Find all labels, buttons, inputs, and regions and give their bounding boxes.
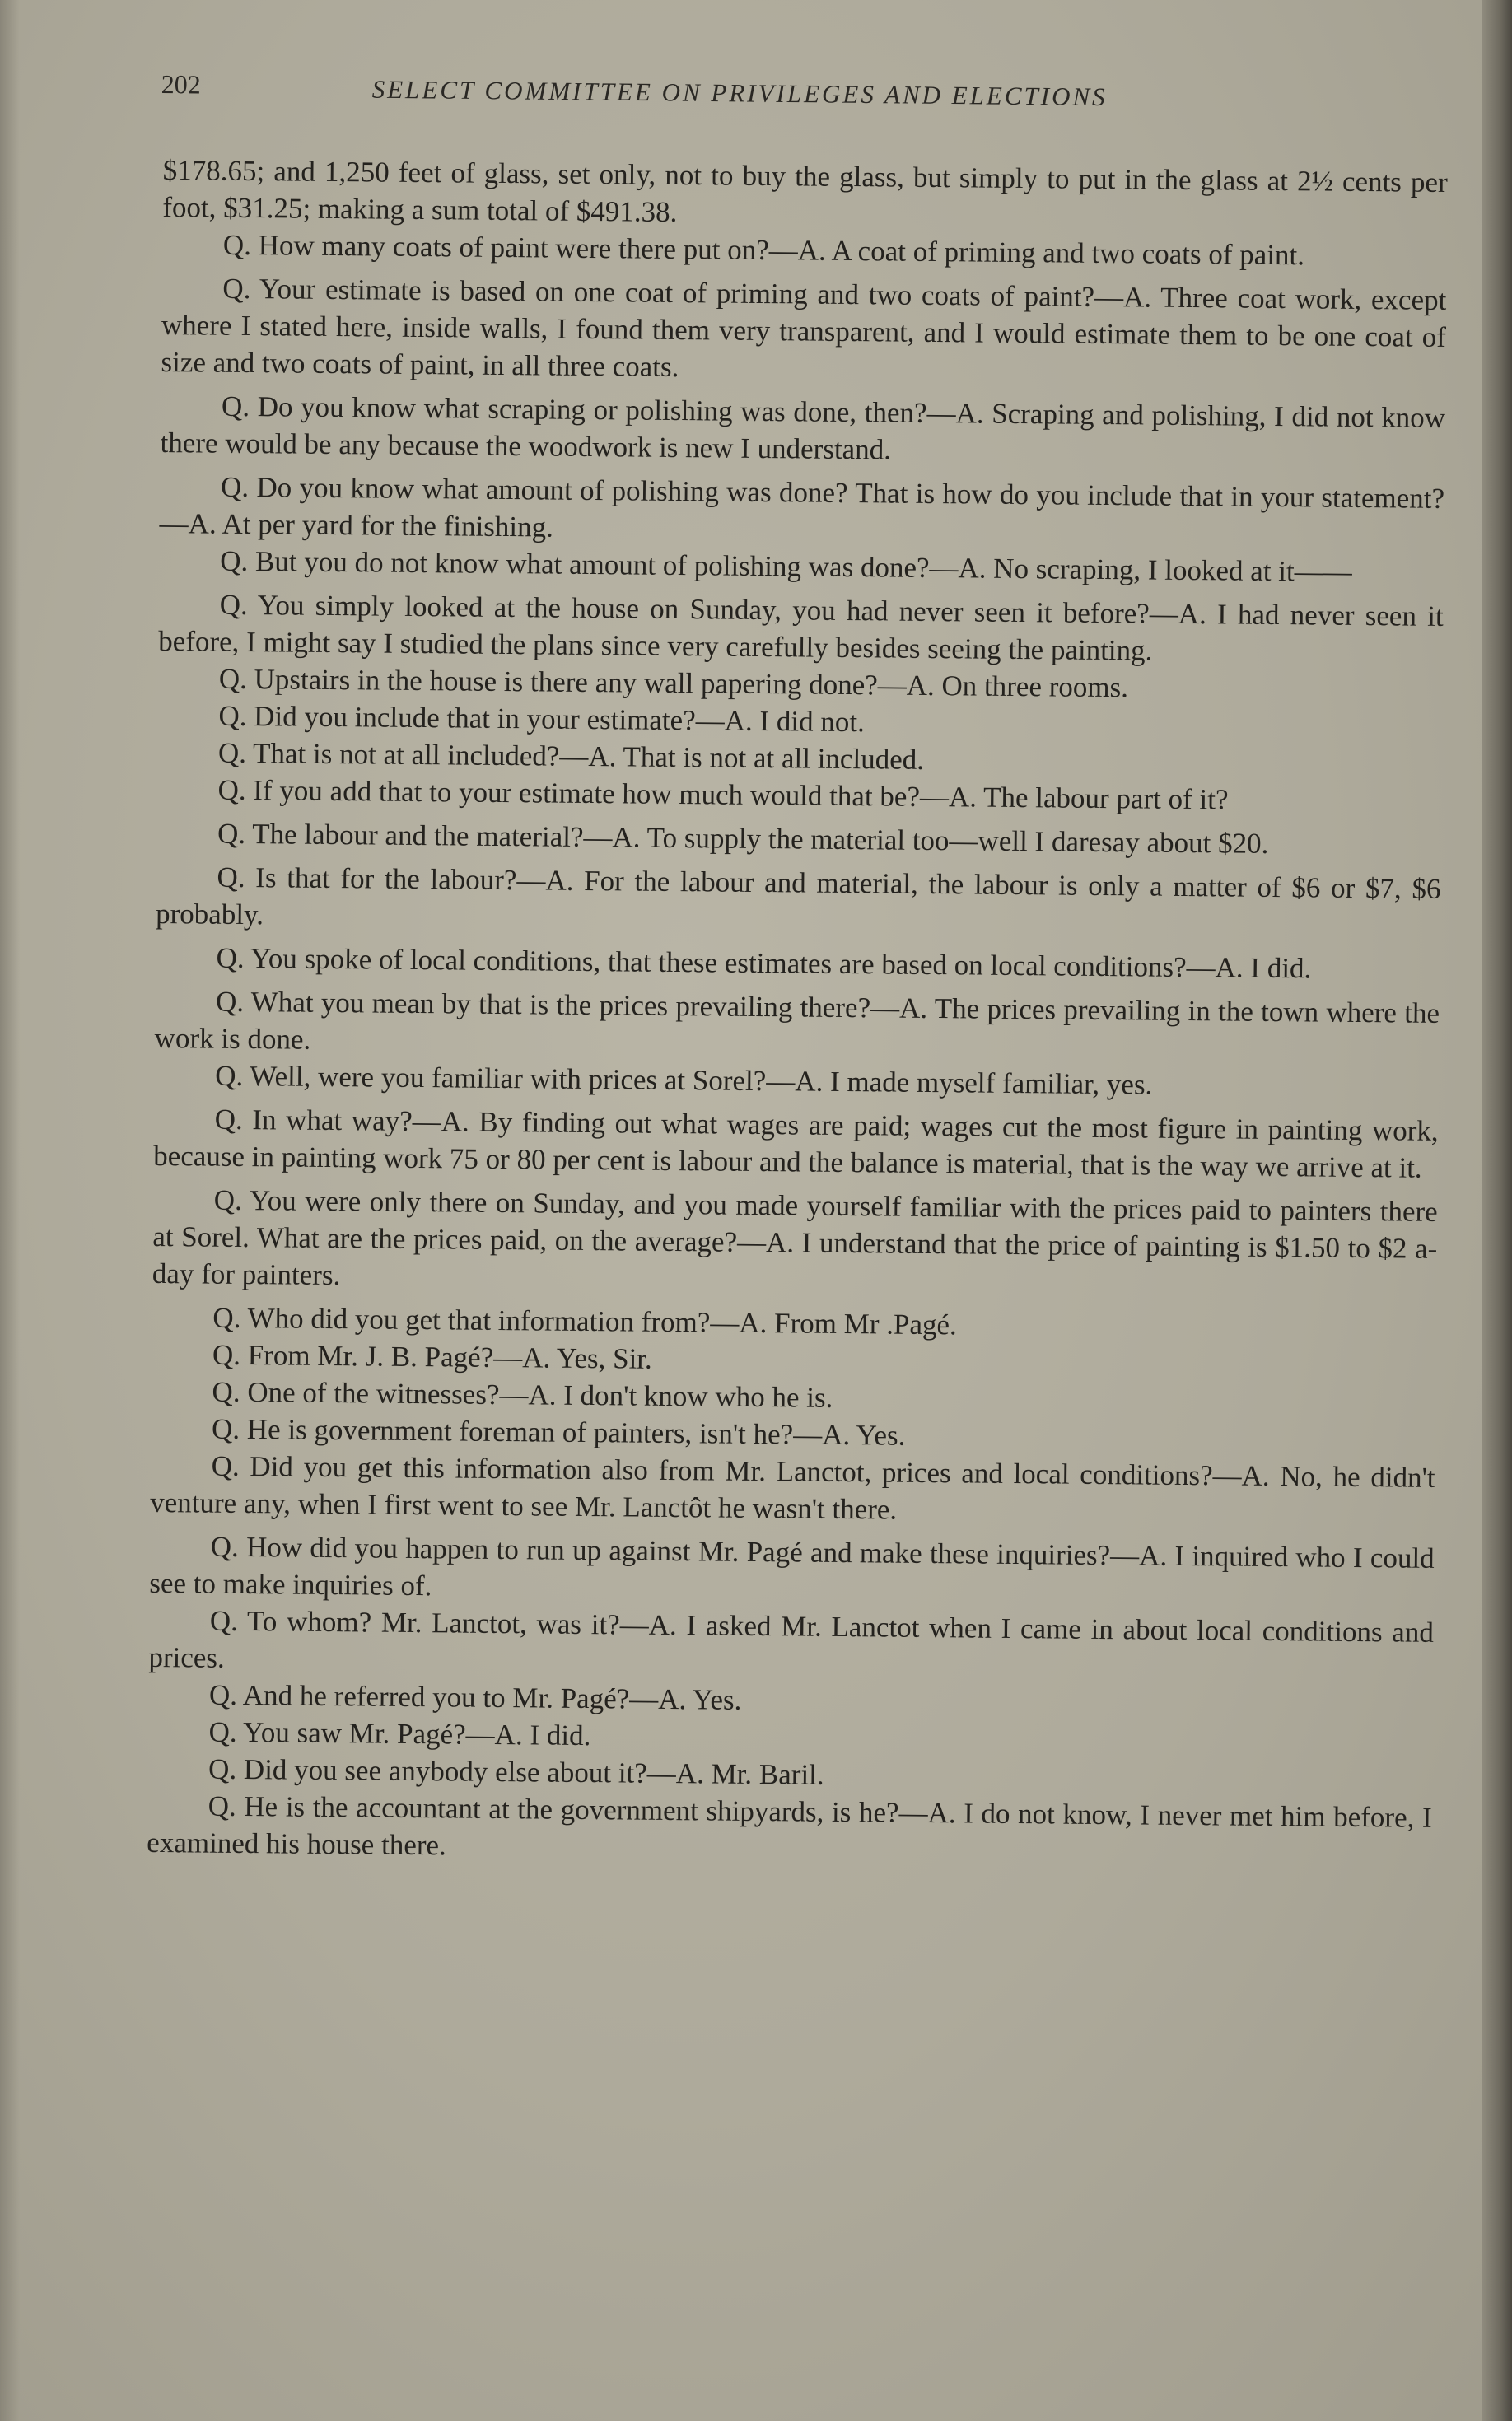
qa-paragraph: Q. How many coats of paint were there put on?—A. A coat of priming and two coats of paint. [222, 228, 1305, 272]
qa-paragraph: Q. If you add that to your estimate how much would that be?—A. The labour part of it? [217, 773, 1229, 816]
qa-paragraph: Q. Well, were you familiar with prices at Sorel?—A. I made myself familiar, yes. [215, 1059, 1153, 1101]
qa-paragraph: Q. You spoke of local conditions, that these estimates are based on local conditions?—A. I did. [216, 941, 1312, 985]
page-right-edge [1482, 0, 1512, 2421]
qa-paragraph: Q. But you do not know what amount of polishing was done?—A. No scraping, I looked at it—— [220, 544, 1352, 588]
page-number: 202 [161, 68, 201, 100]
qa-paragraph: Q. Your estimate is based on one coat of priming and two coats of paint?—A. Three coat work, except where I stated here, inside walls, I found them very transparent, and I would estimate them to be one coat of size and two coats of paint, in all three coats. [161, 272, 1447, 384]
qa-paragraph: Q. Do you know what amount of polishing was done? That is how do you include that in your statement?—A. At per yard for the finishing. [159, 470, 1445, 543]
testimony-body [147, 152, 1448, 1873]
qa-paragraph: Q. Did you see anybody else about it?—A. Mr. Baril. [208, 1752, 824, 1791]
qa-paragraph: Q. You saw Mr. Pagé?—A. I did. [208, 1715, 591, 1752]
qa-paragraph: Q. The labour and the material?—A. To supply the material too—well I daresay about $20. [217, 817, 1269, 860]
running-head-title: SELECT COMMITTEE ON PRIVILEGES AND ELECTIONS [371, 74, 1108, 112]
qa-paragraph: Q. That is not at all included?—A. That is not at all included. [217, 736, 925, 776]
qa-paragraph: Q. From Mr. J. B. Pagé?—A. Yes, Sir. [212, 1338, 652, 1375]
qa-paragraph: Q. And he referred you to Mr. Pagé?—A. Yes. [208, 1678, 742, 1716]
qa-paragraph: Q. What you mean by that is the prices prevailing there?—A. The prices prevailing in the town where the work is done. [154, 985, 1440, 1056]
qa-paragraph: Q. To whom? Mr. Lanctot, was it?—A. I asked Mr. Lanctot when I came in about local conditions and prices. [148, 1604, 1434, 1674]
qa-paragraph: Q. In what way?—A. By finding out what wages are paid; wages cut the most figure in painting work, because in painting work 75 or 80 per cent is labour and the balance is material, that is the way we arrive at it. [153, 1103, 1439, 1184]
qa-paragraph: Q. Who did you get that information from?—A. From Mr .Pagé. [212, 1301, 957, 1341]
qa-paragraph: Q. He is the accountant at the government shipyards, is he?—A. I do not know, I never met him before, I examined his house there. [147, 1789, 1432, 1862]
running-header [161, 66, 1248, 124]
qa-paragraph: Q. One of the witnesses?—A. I don't know who he is. [212, 1375, 833, 1414]
qa-paragraph: Q. How did you happen to run up against Mr. Pagé and make these inquiries?—A. I inquired who I could see to make inquiries of. [149, 1530, 1435, 1602]
qa-paragraph: Q. You simply looked at the house on Sunday, you had never seen it before?—A. I had never seen it before, I might say I studied the plans since very carefully besides seeing the painting. [158, 588, 1444, 667]
qa-paragraph: Q. You were only there on Sunday, and you made yourself familiar with the prices paid to painters there at Sorel. What are the prices paid, on the average?—A. I understand that the price of painting is $1.50 to $2 a-day for painters. [152, 1183, 1438, 1292]
qa-paragraph: Q. Do you know what scraping or polishing was done, then?—A. Scraping and polishing, I did not know there would be any because the woodwork is new I understand. [160, 390, 1446, 466]
qa-paragraph: Q. Is that for the labour?—A. For the labour and material, the labour is only a matter of $6 or $7, $6 probably. [155, 861, 1441, 931]
qa-paragraph: Q. He is government foreman of painters, isn't he?—A. Yes. [211, 1412, 906, 1452]
page-left-shadow [0, 0, 20, 2421]
qa-paragraph: Q. Did you include that in your estimate?—A. I did not. [218, 699, 866, 739]
qa-paragraph: Q. Upstairs in the house is there any wall papering done?—A. On three rooms. [218, 662, 1129, 704]
paragraph-continuation: $178.65; and 1,250 feet of glass, set only, not to buy the glass, but simply to put in the glass at 2½ cents per foot, $31.25; making a sum total of $491.38. [162, 153, 1448, 228]
qa-paragraph: Q. Did you get this information also from Mr. Lanctot, prices and local conditions?—A. No, he didn't venture any, when I first went to see Mr. Lanctôt he wasn't there. [150, 1449, 1435, 1526]
